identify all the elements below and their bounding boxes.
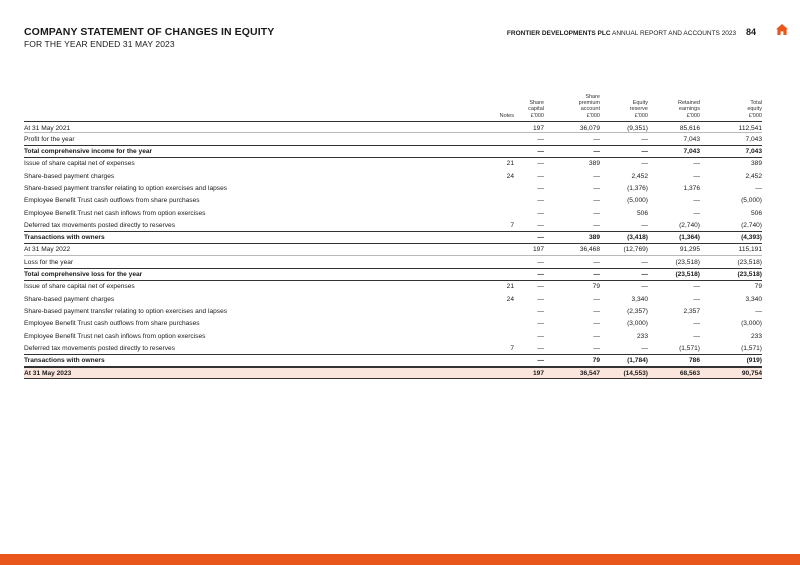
row-value: 7,043 bbox=[683, 135, 700, 143]
row-value: — bbox=[641, 221, 648, 229]
column-headers bbox=[24, 89, 762, 119]
row-label: Deferred tax movements posted directly to reserves bbox=[24, 221, 175, 229]
row-value: — bbox=[693, 295, 700, 303]
row-value: (3,000) bbox=[627, 320, 648, 328]
row-value: 115,191 bbox=[738, 246, 762, 254]
row-label: Total comprehensive income for the year bbox=[24, 148, 153, 156]
table-row bbox=[24, 232, 762, 244]
row-value: 79 bbox=[754, 283, 762, 291]
row-value: — bbox=[641, 283, 648, 291]
table-row bbox=[24, 207, 762, 219]
row-value: — bbox=[641, 344, 648, 352]
row-value: 68,563 bbox=[679, 370, 700, 378]
row-value: — bbox=[593, 271, 600, 279]
row-value: — bbox=[641, 148, 648, 156]
row-value: — bbox=[537, 197, 544, 205]
row-value: 389 bbox=[588, 234, 600, 242]
home-icon[interactable] bbox=[776, 24, 788, 35]
row-value: 7,043 bbox=[745, 135, 762, 143]
row-value: 506 bbox=[636, 209, 648, 217]
row-value: 786 bbox=[688, 357, 700, 365]
row-value: — bbox=[641, 135, 648, 143]
row-label: Transactions with owners bbox=[24, 234, 105, 242]
row-label: Profit for the year bbox=[24, 135, 75, 143]
row-value: — bbox=[593, 344, 600, 352]
row-value: 112,541 bbox=[738, 124, 762, 132]
row-value: — bbox=[593, 184, 600, 192]
row-value: — bbox=[537, 209, 544, 217]
row-value: 91,295 bbox=[679, 246, 700, 254]
row-value: — bbox=[537, 172, 544, 180]
running-header bbox=[507, 27, 756, 37]
row-value: — bbox=[593, 209, 600, 217]
row-label: Employee Benefit Trust net cash inflows from option exercises bbox=[24, 209, 206, 217]
row-value: — bbox=[641, 160, 648, 168]
row-value: — bbox=[693, 320, 700, 328]
row-value: 36,079 bbox=[579, 124, 600, 132]
table-row bbox=[24, 305, 762, 317]
row-value: (1,376) bbox=[627, 184, 648, 192]
row-value: (5,000) bbox=[627, 197, 648, 205]
row-value: — bbox=[537, 344, 544, 352]
row-value: (3,000) bbox=[741, 320, 762, 328]
company-name: FRONTIER DEVELOPMENTS PLC bbox=[506, 30, 611, 37]
col-header-total-equity: Total equity £'000 bbox=[747, 100, 762, 119]
row-value: 2,452 bbox=[631, 172, 648, 180]
table-row bbox=[24, 330, 762, 342]
col-header-share-capital: Share capital £'000 bbox=[528, 100, 544, 119]
row-value: 1,376 bbox=[683, 184, 700, 192]
table-row bbox=[24, 121, 762, 133]
row-value: (23,518) bbox=[675, 271, 700, 279]
row-value: (919) bbox=[746, 357, 762, 365]
row-label: Deferred tax movements posted directly to reserves bbox=[24, 344, 175, 352]
row-value: 85,616 bbox=[679, 124, 700, 132]
row-value: — bbox=[537, 184, 544, 192]
row-label: At 31 May 2021 bbox=[24, 124, 71, 132]
row-notes: 21 bbox=[506, 283, 514, 291]
row-value: (23,518) bbox=[675, 258, 700, 266]
row-value: (2,357) bbox=[627, 307, 648, 315]
row-label: Share-based payment charges bbox=[24, 295, 115, 303]
row-value: — bbox=[537, 258, 544, 266]
row-notes: 7 bbox=[510, 344, 514, 352]
row-value: (1,784) bbox=[627, 357, 648, 365]
row-value: — bbox=[693, 332, 700, 340]
page-subtitle: FOR THE YEAR ENDED 31 MAY 2023 bbox=[24, 39, 175, 49]
row-value: — bbox=[537, 221, 544, 229]
table-row bbox=[24, 342, 762, 354]
row-value: (2,740) bbox=[741, 221, 762, 229]
row-label: At 31 May 2022 bbox=[24, 246, 71, 254]
row-label: Employee Benefit Trust cash outflows from share purchases bbox=[24, 197, 200, 205]
row-value: (4,393) bbox=[741, 234, 762, 242]
row-label: Issue of share capital net of expenses bbox=[24, 283, 135, 291]
row-value: — bbox=[693, 172, 700, 180]
row-value: — bbox=[537, 135, 544, 143]
row-value: (1,571) bbox=[741, 344, 762, 352]
report-name: ANNUAL REPORT AND ACCOUNTS 2023 bbox=[612, 30, 737, 37]
table-row bbox=[24, 269, 762, 281]
row-value: — bbox=[537, 320, 544, 328]
row-value: — bbox=[537, 283, 544, 291]
row-value: — bbox=[537, 234, 544, 242]
row-value: 233 bbox=[750, 332, 762, 340]
page-number: 84 bbox=[745, 27, 756, 37]
col-header-notes: Notes bbox=[499, 112, 514, 119]
row-value: 389 bbox=[750, 160, 762, 168]
row-value: 506 bbox=[750, 209, 762, 217]
row-label: Share-based payment charges bbox=[24, 172, 115, 180]
row-value: — bbox=[593, 135, 600, 143]
bottom-accent-bar bbox=[0, 554, 800, 565]
table-row bbox=[24, 256, 762, 268]
table-row bbox=[24, 355, 762, 367]
table-row bbox=[24, 182, 762, 194]
row-value: (23,518) bbox=[737, 258, 762, 266]
table-row bbox=[24, 367, 762, 379]
row-value: — bbox=[593, 221, 600, 229]
table-row bbox=[24, 293, 762, 305]
row-value: — bbox=[537, 357, 544, 365]
row-value: (1,364) bbox=[679, 234, 700, 242]
table-row bbox=[24, 133, 762, 145]
row-label: Issue of share capital net of expenses bbox=[24, 160, 135, 168]
row-value: — bbox=[593, 332, 600, 340]
table-row bbox=[24, 281, 762, 293]
row-value: — bbox=[593, 197, 600, 205]
row-value: (5,000) bbox=[741, 197, 762, 205]
row-value: 197 bbox=[532, 246, 544, 254]
row-label: Transactions with owners bbox=[24, 357, 105, 365]
table-row bbox=[24, 318, 762, 330]
row-value: 36,547 bbox=[579, 370, 600, 378]
row-value: — bbox=[641, 271, 648, 279]
row-value: — bbox=[537, 295, 544, 303]
row-value: (12,769) bbox=[623, 246, 648, 254]
row-value: 7,043 bbox=[745, 148, 762, 156]
row-value: — bbox=[755, 307, 762, 315]
row-value: 197 bbox=[532, 124, 544, 132]
row-value: — bbox=[755, 184, 762, 192]
table-row bbox=[24, 170, 762, 182]
row-value: 2,452 bbox=[745, 172, 762, 180]
col-header-retained-earnings: Retained earnings £'000 bbox=[677, 100, 700, 119]
table-row bbox=[24, 244, 762, 256]
row-value: (23,518) bbox=[737, 271, 762, 279]
row-value: — bbox=[693, 283, 700, 291]
col-header-share-premium: Share premium account £'000 bbox=[578, 93, 600, 119]
row-value: — bbox=[537, 271, 544, 279]
row-value: — bbox=[537, 307, 544, 315]
row-label: Loss for the year bbox=[24, 258, 74, 266]
row-value: (3,418) bbox=[627, 234, 648, 242]
page-title: COMPANY STATEMENT OF CHANGES IN EQUITY bbox=[24, 26, 275, 38]
row-value: (2,740) bbox=[679, 221, 700, 229]
row-value: 3,340 bbox=[631, 295, 648, 303]
row-label: Total comprehensive loss for the year bbox=[24, 271, 143, 279]
row-value: 79 bbox=[592, 283, 600, 291]
row-value: 233 bbox=[636, 332, 648, 340]
row-notes: 24 bbox=[506, 295, 514, 303]
row-value: (1,571) bbox=[679, 344, 700, 352]
equity-table bbox=[24, 121, 762, 379]
row-label: Share-based payment transfer relating to option exercises and lapses bbox=[24, 184, 228, 192]
row-notes: 24 bbox=[506, 172, 514, 180]
row-notes: 21 bbox=[506, 160, 514, 168]
row-value: (14,553) bbox=[623, 370, 648, 378]
row-value: 3,340 bbox=[745, 295, 762, 303]
row-label: Employee Benefit Trust cash outflows from share purchases bbox=[24, 320, 200, 328]
row-value: — bbox=[693, 197, 700, 205]
row-value: 389 bbox=[588, 160, 600, 168]
col-header-equity-reserve: Equity reserve £'000 bbox=[629, 100, 648, 119]
row-value: — bbox=[593, 258, 600, 266]
row-value: — bbox=[593, 320, 600, 328]
table-row bbox=[24, 219, 762, 231]
row-value: — bbox=[537, 148, 544, 156]
table-row bbox=[24, 195, 762, 207]
table-row bbox=[24, 158, 762, 170]
row-value: — bbox=[593, 148, 600, 156]
row-value: — bbox=[693, 209, 700, 217]
row-value: — bbox=[593, 172, 600, 180]
row-value: 197 bbox=[532, 370, 544, 378]
row-value: — bbox=[593, 307, 600, 315]
row-value: 90,754 bbox=[741, 370, 762, 378]
row-value: — bbox=[593, 295, 600, 303]
row-value: 79 bbox=[592, 357, 600, 365]
row-value: — bbox=[641, 258, 648, 266]
row-label: Share-based payment transfer relating to option exercises and lapses bbox=[24, 307, 228, 315]
row-label: Employee Benefit Trust net cash inflows from option exercises bbox=[24, 332, 206, 340]
row-value: 2,357 bbox=[683, 307, 700, 315]
table-row bbox=[24, 146, 762, 158]
row-value: — bbox=[537, 160, 544, 168]
row-value: 7,043 bbox=[683, 148, 700, 156]
row-value: 36,468 bbox=[579, 246, 600, 254]
row-notes: 7 bbox=[510, 221, 514, 229]
row-label: At 31 May 2023 bbox=[24, 370, 72, 378]
row-value: (9,351) bbox=[627, 124, 648, 132]
row-value: — bbox=[693, 160, 700, 168]
row-value: — bbox=[537, 332, 544, 340]
